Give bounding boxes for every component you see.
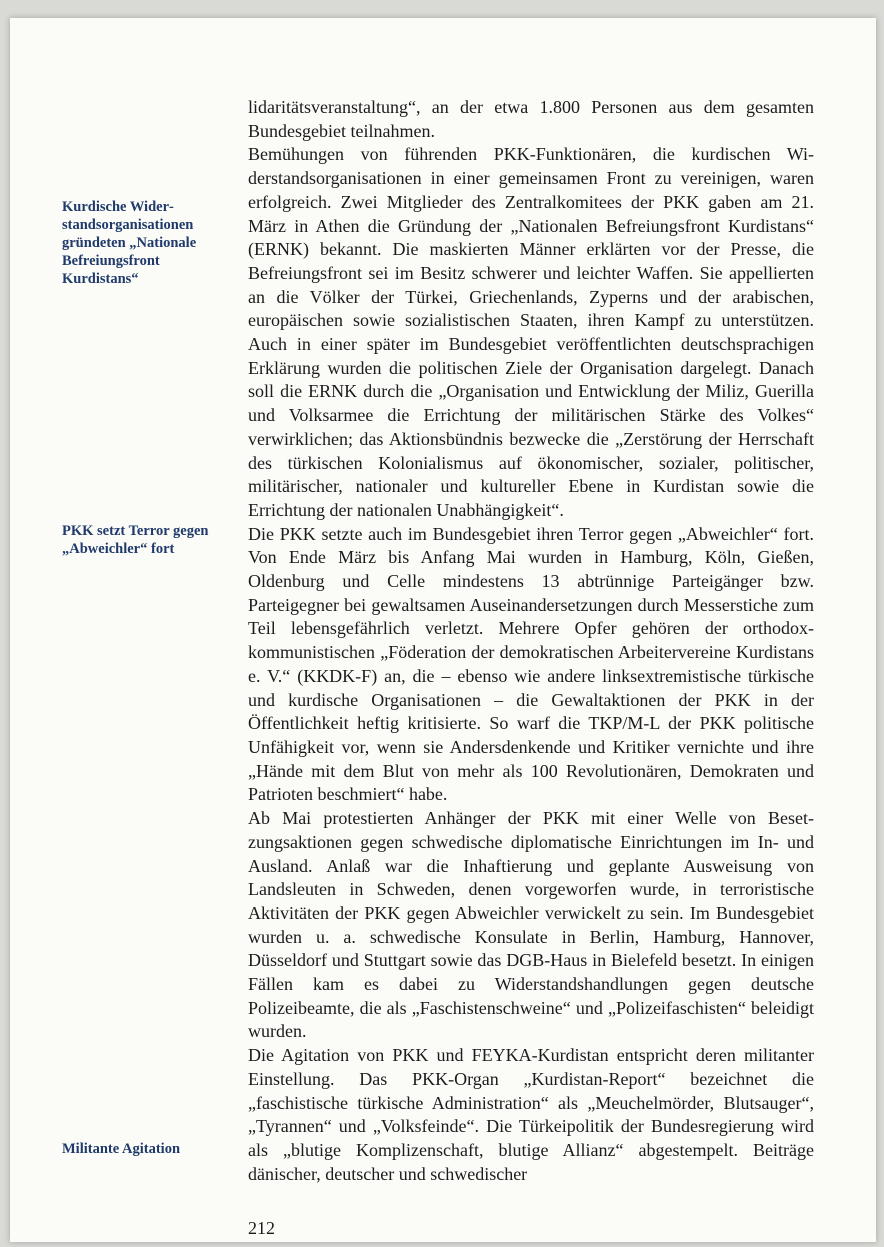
paragraph: Ab Mai protestierten Anhänger der PKK mit einer Welle von Besetzungsaktionen gegen schwedische diplomatische Einrichtungen im In- und Ausland. Anlaß war die Inhaftierung und geplante Ausweisung von Landsleuten in Schweden, denen vorgeworfen wurde, in terroristische Aktivitäten der PKK gegen Abweichler verwickelt zu sein. Im Bundesgebiet wurden u. a. schwedische Konsulate in Berlin, Hamburg, Hannover, Düsseldorf und Stuttgart sowie das DGB-Haus in Bielefeld besetzt. In einigen Fällen kam es dabei zu Widerstandshandlungen gegen deutsche Polizeibeamte, die als „Faschistenschweine“ und „Polizeifaschisten“ beleidigt wurden.: [248, 808, 814, 1042]
paragraph: Die PKK setzte auch im Bundesgebiet ihren Terror gegen „Abweichler“ fort. Von Ende März bis Anfang Mai wurden in Hamburg, Köln, Gießen, Oldenburg und Celle mindestens 13 abtrünnige Parteigänger bzw. Parteigegner bei gewaltsamen Auseinandersetzungen durch Messerstiche zum Teil lebensgefährlich verletzt. Mehrere Opfer gehören der orthodox-kommunistischen „Föderation der demokratischen Arbeitervereine Kurdistans e. V.“ (KKDK-F) an, die – ebenso wie andere linksextremistische türkische und kurdische Organisationen – die Gewaltaktionen der PKK in der Öffentlichkeit heftig kritisierte. So warf die TKP/M-L der PKK politische Unfähigkeit vor, wenn sie Andersdenkende und Kritiker vernichte und ihre „Hände mit dem Blut von mehr als 100 Revolutionären, Demokraten und Patrioten beschmiert“ habe.: [248, 523, 814, 805]
body-text: [248, 96, 814, 1186]
margin-note-agitation: Militante Agitation: [62, 1141, 181, 1157]
page-number: 212: [248, 1218, 275, 1238]
margin-note-terror: PKK setzt Terror gegen „Abweichler“ fort: [62, 523, 209, 557]
paragraph: Bemühungen von führenden PKK-Funktionären, die kurdischen Widerstandsorganisationen in einer gemeinsamen Front zu vereinigen, waren erfolgreich. Zwei Mitglieder des Zentralkomitees der PKK gaben am 21. März in Athen die Gründung der „Nationalen Befreiungsfront Kurdistans“ (ERNK) bekannt. Die maskierten Männer erklärten vor der Presse, die Befreiungsfront sei im Besitz schwerer und leichter Waffen. Sie appellierten an die Völker der Türkei, Griechenlands, Zyperns und der arabischen, europäischen sowie sozialistischen Staaten, ihren Kampf zu unterstützen. Auch in einer später im Bundesgebiet veröffentlichten deutschsprachigen Erklärung wurden die politischen Ziele der Organisation dargelegt. Danach soll die ERNK durch die „Organisation und Entwicklung der Miliz, Guerilla und Volksarmee die Errichtung der militärischen Stärke des Volkes“ verwirklichen; das Aktionsbündnis bezwecke die „Zerstörung der Herrschaft des türkischen Kolonialismus auf ökonomischer, sozialer, politischer, militärischer, nationaler und kultureller Ebene in Kurdistan sowie die Errichtung der nationalen Unabhängigkeit“.: [248, 144, 814, 520]
paragraph: lidaritätsveranstaltung“, an der etwa 1.800 Personen aus dem gesamten Bundesgebiet teilnahmen.: [248, 97, 814, 141]
paragraph: Die Agitation von PKK und FEYKA-Kurdistan entspricht deren militanter Einstellung. Das PKK-Organ „Kurdistan-Report“ bezeichnet die „faschistische türkische Administration“ als „Meuchelmörder, Blutsauger“, „Tyrannen“ und „Volksfeinde“. Die Türkeipolitik der Bundesregierung wird als „blutige Komplizenschaft, blutige Allianz“ abgestempelt. Beiträge dänischer, deutscher und schwedischer: [248, 1045, 814, 1184]
page-sheet: [10, 18, 876, 1242]
margin-note-ernk: Kurdische Widerstandsorganisationen gründeten „Nationale Befreiungsfront Kurdistans“: [62, 199, 197, 287]
